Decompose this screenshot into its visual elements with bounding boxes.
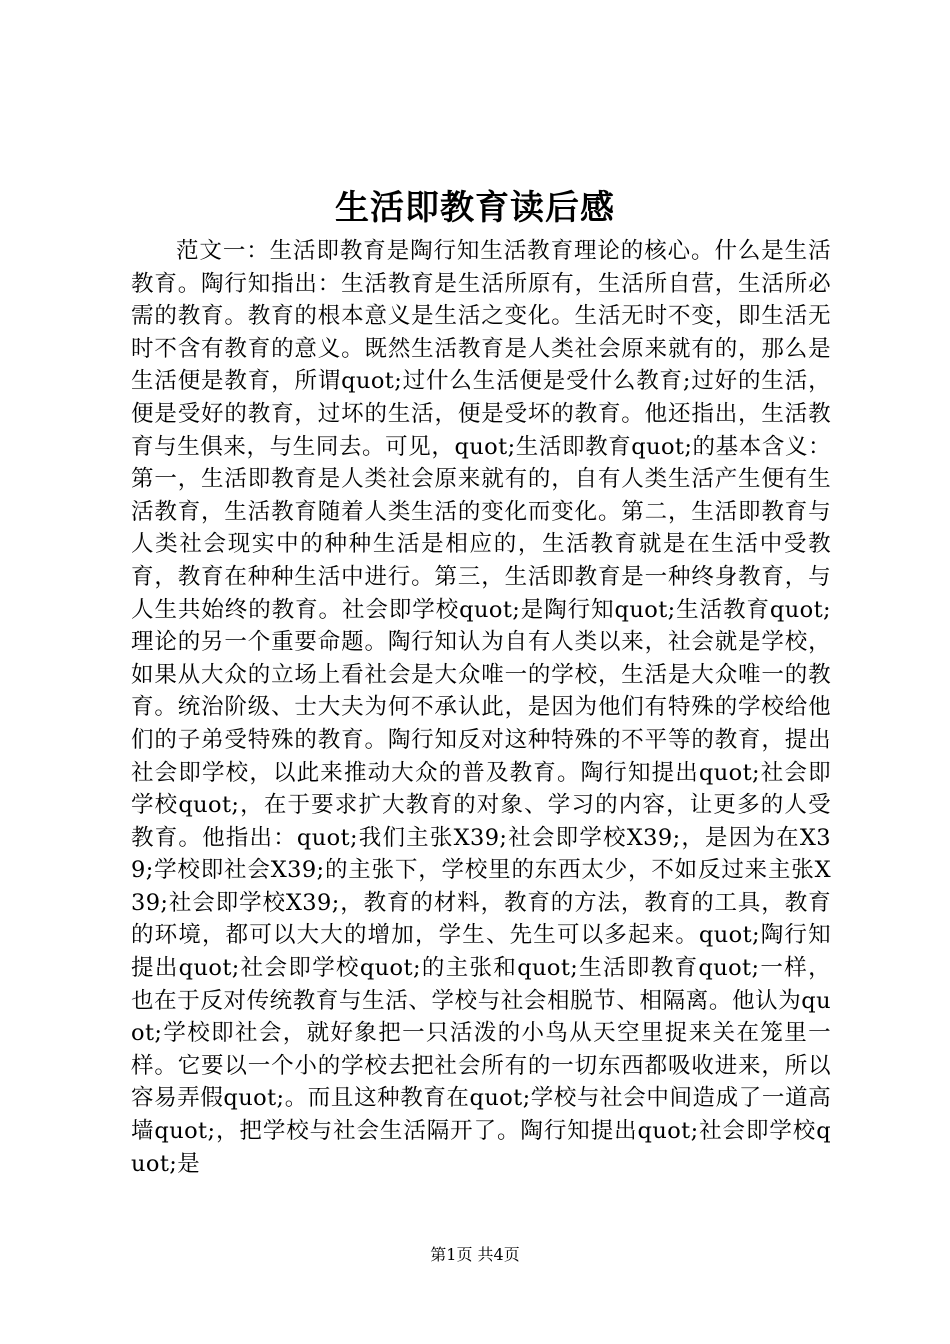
document-title: 生活即教育读后感 bbox=[335, 188, 615, 228]
page-footer: 第1页 共4页 bbox=[430, 1245, 520, 1264]
body-paragraph: 范文一：生活即教育是陶行知生活教育理论的核心。什么是生活教育。陶行知指出：生活教育是生活所原有，生活所自营，生活所必需的教育。教育的根本意义是生活之变化。生活无时不变，即生活无时不含有教育的意义。既然生活教育是人类社会原来就有的，那么是生活便是教育，所谓quot;过什么生活便是受什么教育;过好的生活，便是受好的教育，过坏的生活，便是受坏的教育。他还指出，生活教育与生俱来，与生同去。可见，quot;生活即教育quot;的基本含义：第一，生活即教育是人类社会原来就有的，自有人类生活产生便有生活教育，生活教育随着人类生活的变化而变化。第二，生活即教育与人类社会现实中的种种生活是相应的，生活教育就是在生活中受教育，教育在种种生活中进行。第三，生活即教育是一种终身教育，与人生共始终的教育。社会即学校quot;是陶行知quot;生活教育quot;理论的另一个重要命题。陶行知认为自有人类以来，社会就是学校，如果从大众的立场上看社会是大众唯一的学校，生活是大众唯一的教育。统治阶级、士大夫为何不承认此，是因为他们有特殊的学校给他们的子弟受特殊的教育。陶行知反对这种特殊的不平等的教育，提出社会即学校，以此来推动大众的普及教育。陶行知提出quot;社会即学校quot;，在于要求扩大教育的对象、学习的内容，让更多的人受教育。他指出：quot;我们主张X39;社会即学校X39;，是因为在X39;学校即社会X39;的主张下，学校里的东西太少，不如反过来主张X39;社会即学校X39;，教育的材料，教育的方法，教育的工具，教育的环境，都可以大大的增加，学生、先生可以多起来。quot;陶行知提出quot;社会即学校quot;的主张和quot;生活即教育quot;一样，也在于反对传统教育与生活、学校与社会相脱节、相隔离。他认为quot;学校即社会，就好象把一只活泼的小鸟从天空里捉来关在笼里一样。它要以一个小的学校去把社会所有的一切东西都吸收进来，所以容易弄假quot;。而且这种教育在quot;学校与社会中间造成了一道高墙quot;，把学校与社会生活隔开了。陶行知提出quot;社会即学校quot;是 bbox=[131, 238, 831, 1177]
